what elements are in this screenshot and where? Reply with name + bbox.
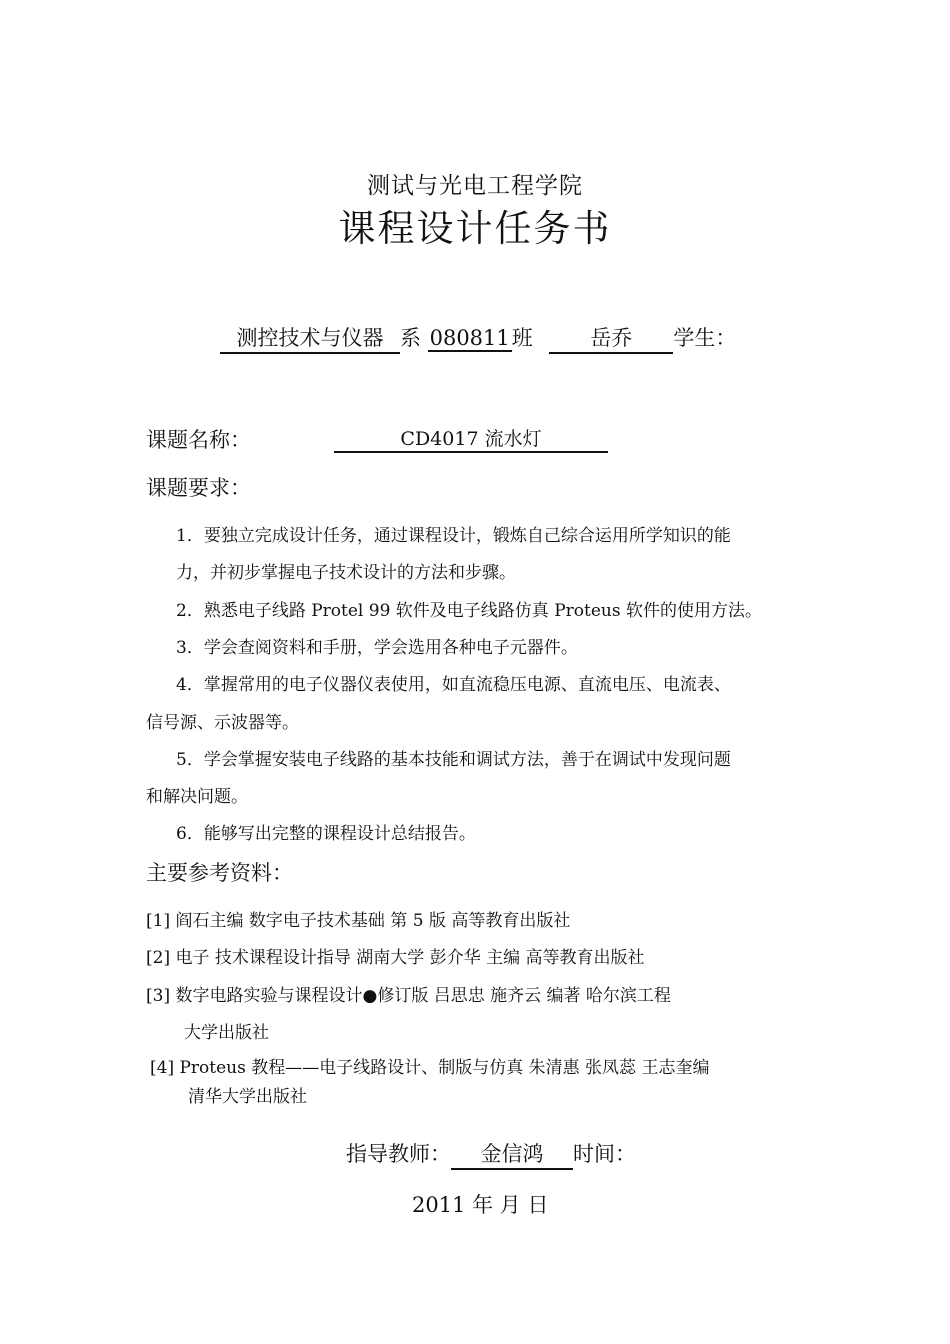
requirement-line: 4．掌握常用的电子仪器仪表使用，如直流稳压电源、直流电压、电流表、 <box>176 675 731 695</box>
requirement-line: 信号源、示波器等。 <box>146 713 299 733</box>
advisor-line <box>346 1138 636 1170</box>
reference-item: [1] 阎石主编 数字电子技术基础 第 5 版 高等教育出版社 <box>146 911 571 931</box>
references-label: 主要参考资料： <box>146 861 293 885</box>
requirement-line: 3．学会查阅资料和手册，学会选用各种电子元器件。 <box>176 638 578 658</box>
requirement-line: 和解决问题。 <box>146 787 248 807</box>
advisor-name: 金信鸿 <box>451 1138 573 1170</box>
reference-item: 清华大学出版社 <box>188 1087 307 1107</box>
class-no-field: 080811 <box>429 326 510 350</box>
school-name: 测试与光电工程学院 <box>367 173 583 199</box>
requirement-line: 6．能够写出完整的课程设计总结报告。 <box>176 824 476 844</box>
info-line <box>220 322 736 354</box>
requirement-line: 5．学会掌握安装电子线路的基本技能和调试方法，善于在调试中发现问题 <box>176 750 731 770</box>
reference-item: [4] Proteus 教程——电子线路设计、制版与仿真 朱清惠 张凤蕊 王志奎编 <box>150 1058 710 1078</box>
department-field: 测控技术与仪器 <box>220 322 400 354</box>
student-label: 学生： <box>673 326 737 350</box>
class-suffix: 班 <box>511 326 533 350</box>
requirement-line: 力，并初步掌握电子技术设计的方法和步骤。 <box>176 563 516 583</box>
reference-item: [3] 数字电路实验与课程设计●修订版 吕思忠 施齐云 编著 哈尔滨工程 <box>146 986 671 1006</box>
reference-item: [2] 电子 技术课程设计指导 湖南大学 彭介华 主编 高等教育出版社 <box>146 948 645 968</box>
document-title: 课程设计任务书 <box>338 207 612 250</box>
topic-label: 课题名称： <box>146 428 251 452</box>
date-line: 2011 年 月 日 <box>412 1193 549 1217</box>
dept-suffix: 系 <box>400 326 421 350</box>
requirements-label: 课题要求： <box>146 476 251 500</box>
requirement-line: 2．熟悉电子线路 Protel 99 软件及电子线路仿真 Proteus 软件的使用方法。 <box>176 601 762 621</box>
requirement-line: 1．要独立完成设计任务，通过课程设计，锻炼自己综合运用所学知识的能 <box>176 526 731 546</box>
topic-value: CD4017 流水灯 <box>334 424 608 453</box>
advisor-label: 指导教师： <box>346 1142 451 1166</box>
student-name-field: 岳乔 <box>549 322 673 354</box>
reference-item: 大学出版社 <box>184 1023 269 1043</box>
time-label: 时间： <box>573 1142 636 1166</box>
